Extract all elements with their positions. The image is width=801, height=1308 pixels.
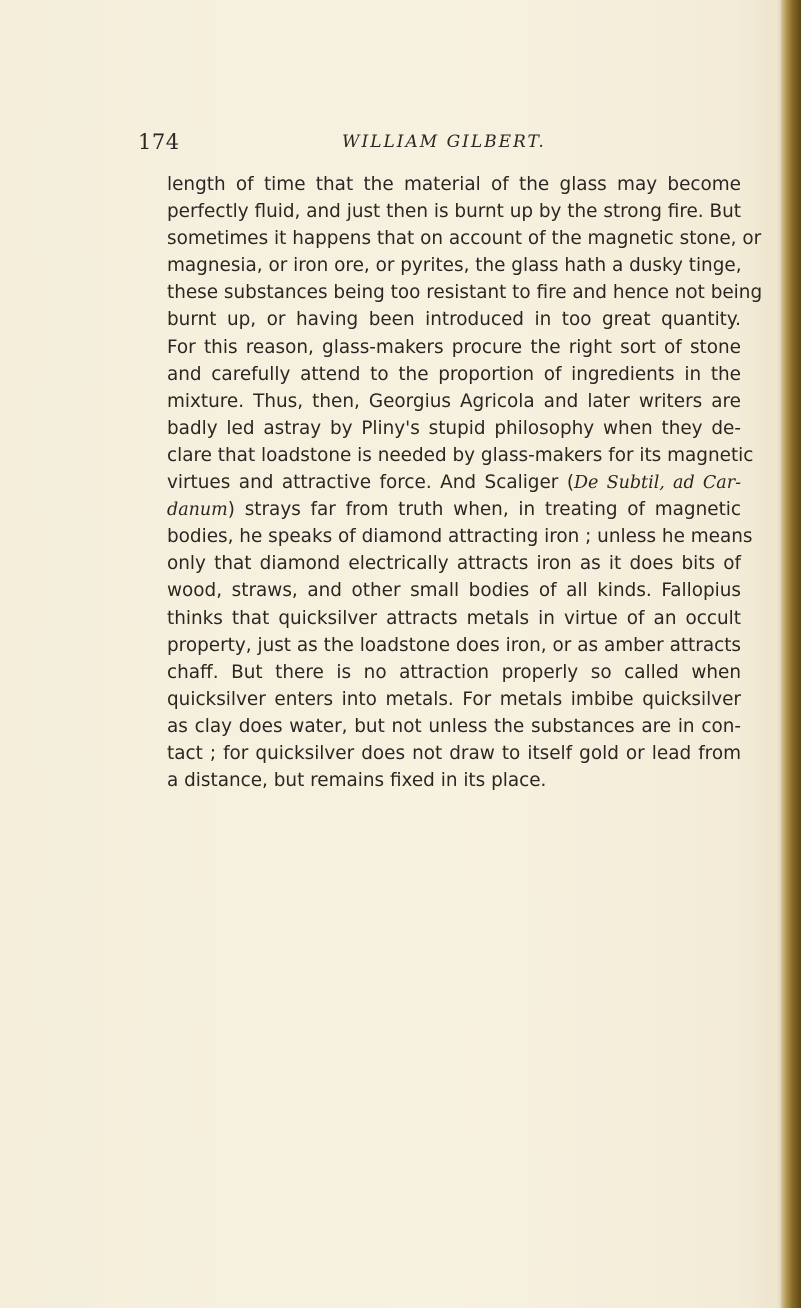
running-head: WILLIAM GILBERT. xyxy=(342,132,546,152)
text-line: magnesia, or iron ore, or pyrites, the glass hath a dusky tinge, xyxy=(167,255,742,277)
text-line: only that diamond electrically attracts iron as it does bits of xyxy=(167,553,741,575)
text-line: burnt up, or having been introduced in too great quantity. xyxy=(167,309,741,331)
text-line: tact ; for quicksilver does not draw to itself gold or lead from xyxy=(167,742,741,764)
text-line: mixture. Thus, then, Georgius Agricola and later writers are xyxy=(167,390,741,412)
text-line: length of time that the material of the glass may become xyxy=(167,174,741,195)
italic-book-title: De Subtil, ad Car- xyxy=(574,473,741,494)
text-line: sometimes it happens that on account of the magnetic stone, or xyxy=(167,228,762,250)
page-number: 174 xyxy=(138,130,180,154)
text-line: quicksilver enters into metals. For metals imbibe quicksilver xyxy=(167,688,741,710)
text-line: perfectly fluid, and just then is burnt up by the strong fire. But xyxy=(167,201,741,223)
text-line: property, just as the loadstone does iron, or as amber attracts xyxy=(167,634,741,656)
text-line: clare that loadstone is needed by glass-makers for its magnetic xyxy=(167,444,754,466)
text-line: chaff. But there is no attraction properly so called when xyxy=(167,661,741,683)
text-line xyxy=(167,469,741,496)
book-edge xyxy=(781,0,801,1308)
page-header xyxy=(138,130,738,162)
text-line: bodies, he speaks of diamond attracting iron ; unless he means xyxy=(167,526,753,548)
text-segment: ) strays far from truth when, in treating of magnetic xyxy=(227,499,741,521)
body-text xyxy=(167,171,763,794)
text-line: and carefully attend to the proportion of ingredients in the xyxy=(167,363,741,385)
text-line: a distance, but remains fixed in its place. xyxy=(167,770,547,792)
text-line: these substances being too resistant to fire and hence not being xyxy=(167,282,763,304)
text-segment: virtues and attractive force. And Scaliger ( xyxy=(167,472,575,494)
text-line: badly led astray by Pliny's stupid philosophy when they de- xyxy=(167,417,741,439)
text-line: For this reason, glass-makers procure the right sort of stone xyxy=(167,336,741,358)
text-line: thinks that quicksilver attracts metals in virtue of an occult xyxy=(167,607,741,629)
text-line xyxy=(167,496,741,523)
text-line: as clay does water, but not unless the substances are in con- xyxy=(167,715,741,737)
italic-book-title-cont: danum xyxy=(167,500,228,521)
text-line: wood, straws, and other small bodies of all kinds. Fallopius xyxy=(167,580,741,602)
